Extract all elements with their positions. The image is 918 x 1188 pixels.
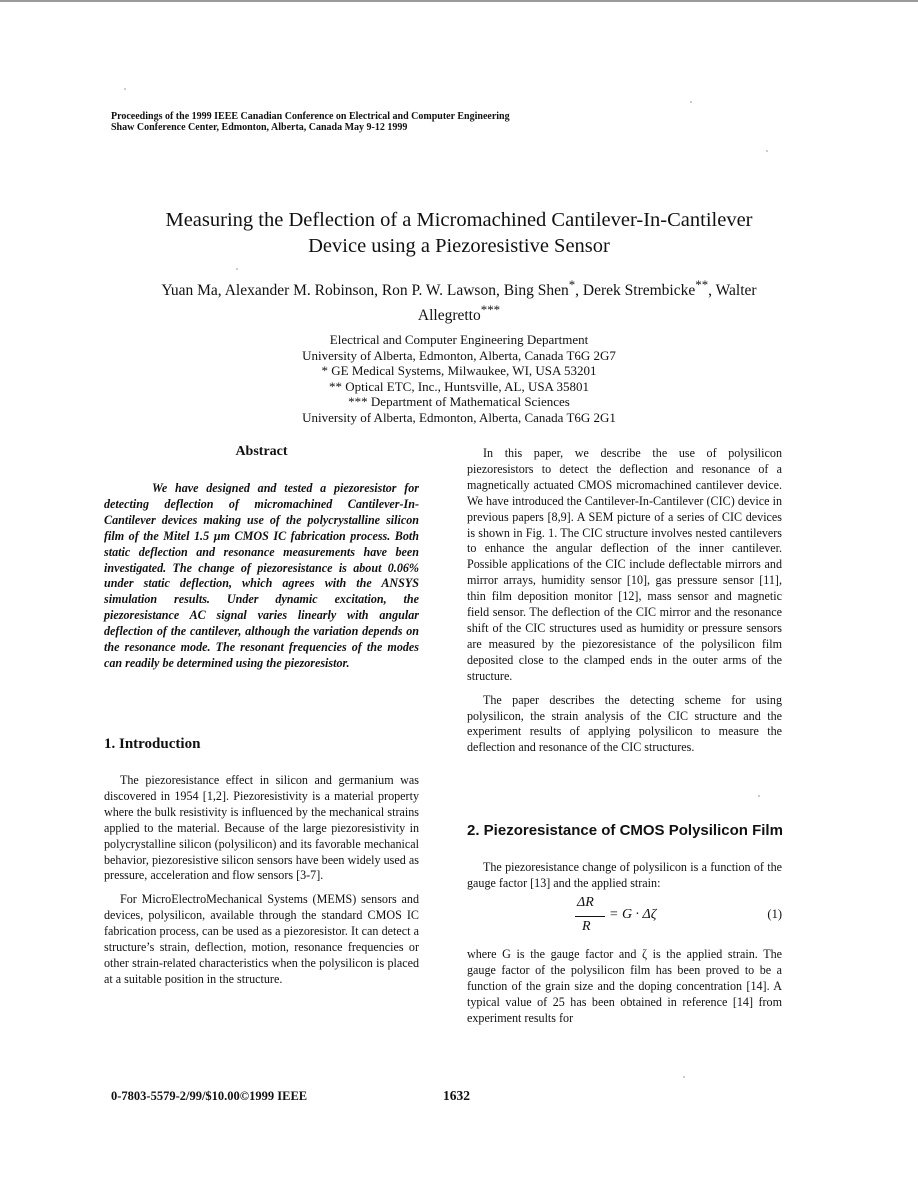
right-paragraph-1: In this paper, we describe the use of polysilicon piezoresistors to detect the deflection and resonance of a magnetically actuated CMOS micromachined cantilever device. We have introduced the Cantilever-In-Cantilever (CIC) device in previous papers [8,9]. A SEM picture of a series of CIC devices is shown in Fig. 1. The CIC structure involves nested cantilevers to enhance the angular deflection of the inner cantilever. Possible applications of the CIC include deflectable mirrors and mirror arrays, humidity sensor [10], gas pressure sensor [11], thin film deposition monitor [12], mass sensor and magnetic field sensor. The deflection of the CIC mirror and the resonance shift of the CIC structures used as humidity or pressure sensors are measured by the piezoresistance of the polysilicon film deposited close to the clamped ends in the outer arms of the structure. — [467, 446, 782, 683]
affiliation-line: ** Optical ETC, Inc., Huntsville, AL, USA 35801 — [329, 378, 589, 394]
affiliations — [160, 332, 758, 426]
abstract-heading: Abstract — [235, 444, 288, 459]
abstract-text: We have designed and tested a piezoresistor for detecting deflection of micromachined Cantilever-In-Cantilever devices making use of the polycrystalline silicon film of the Mitel 1.5 µm CMOS IC fabrication process. Both static deflection and resonance measurements have been investigated. The change of piezoresistance is about 0.06% under static deflection, which agrees with the ANSYS simulation results. Under dynamic excitation, the piezoresistance AC signal varies linearly with angular deflection of the cantilever, although the variation depends on the resonance mode. The resonant frequencies of the modes can readily be determined using the piezoresistor. — [104, 481, 419, 670]
author-mark-1: * — [568, 277, 576, 292]
affiliation-line: University of Alberta, Edmonton, Alberta, Canada T6G 2G1 — [302, 409, 616, 425]
equation-denominator: R — [582, 919, 591, 934]
paper-title — [40, 207, 878, 259]
equation-1 — [560, 895, 782, 939]
introduction-heading: 1. Introduction — [104, 736, 201, 752]
affiliation-line: University of Alberta, Edmonton, Alberta, Canada T6G 2G7 — [302, 347, 616, 363]
fraction-bar — [575, 916, 605, 917]
equation-numerator: ΔR — [577, 895, 594, 910]
authors-part-1: Yuan Ma, Alexander M. Robinson, Ron P. W. Lawson, Bing Shen — [161, 282, 569, 300]
affiliation-line: * GE Medical Systems, Milwaukee, WI, USA 53201 — [321, 363, 597, 379]
equation-rhs: = G · Δζ — [609, 907, 657, 922]
section-2-heading: 2. Piezoresistance of CMOS Polysilicon Film — [467, 822, 783, 839]
right-paragraph-2: The paper describes the detecting scheme for using polysilicon, the strain analysis of the CIC structure and the experiment results of applying polysilicon to measure the deflection and resonance of the CIC structures. — [467, 692, 782, 755]
authors-last-name: Allegretto — [417, 307, 481, 325]
scan-speck — [766, 150, 768, 152]
section-2-intro — [467, 860, 782, 892]
authors-part-2: , Derek Strembicke — [575, 282, 696, 300]
introduction-body — [104, 773, 419, 988]
scan-speck — [690, 101, 692, 103]
authors-line-1 — [60, 275, 858, 300]
proceedings-line-1: Proceedings of the 1999 IEEE Canadian Conference on Electrical and Computer Engineering — [111, 111, 510, 122]
author-mark-2: ** — [695, 277, 709, 292]
section-2-body — [467, 947, 782, 1027]
right-column-intro — [467, 446, 782, 756]
affiliation-line: *** Department of Mathematical Sciences — [348, 394, 570, 410]
introduction-paragraph-2: For MicroElectroMechanical Systems (MEMS) sensors and devices, polysilicon, available through the standard CMOS IC fabrication process, can be used as a piezoresistor. It can detect a structure’s strain, deflection, motion, resonance frequencies or other strain-related characteristics when the polysilicon is placed at a suitable position in the structure. — [104, 892, 419, 986]
copyright-footer: 0-7803-5579-2/99/$10.00©1999 IEEE — [111, 1089, 308, 1103]
authors-line-2 — [60, 300, 858, 325]
scan-top-edge — [0, 0, 918, 2]
scan-speck — [124, 88, 126, 90]
page-number: 1632 — [443, 1088, 470, 1103]
author-mark-3: *** — [480, 302, 501, 318]
proceedings-line-2: Shaw Conference Center, Edmonton, Alberta, Canada May 9-12 1999 — [111, 122, 408, 133]
proceedings-header — [111, 111, 510, 133]
scan-speck — [683, 1076, 685, 1078]
scan-speck — [758, 795, 760, 797]
abstract-body — [104, 481, 419, 672]
author-list — [60, 275, 858, 325]
right-paragraph-4: where G is the gauge factor and ζ is the applied strain. The gauge factor of the polysilicon film has been proved to be a function of the grain size and the doping concentration [14]. A typical value of 25 has been obtained in reference [14] from experiment results for — [467, 947, 782, 1025]
affiliation-line: Electrical and Computer Engineering Department — [329, 332, 589, 347]
introduction-paragraph-1: The piezoresistance effect in silicon and germanium was discovered in 1954 [1,2]. Piezoresistivity is a material property where the bulk resistivity is influenced by the mechanical strains applied to the material. Because of the large piezoresistivity in polycrystalline silicon (polysilicon) and its favorable mechanical behavior, piezoresistive silicon sensors have been widely used as pressure, acceleration and flow sensors [3-7]. — [104, 773, 419, 883]
title-line-1: Measuring the Deflection of a Micromachined Cantilever-In-Cantilever — [165, 209, 753, 231]
title-line-2: Device using a Piezoresistive Sensor — [308, 235, 610, 257]
authors-part-3: , Walter — [708, 282, 757, 300]
scan-speck — [236, 268, 238, 270]
equation-number: (1) — [767, 907, 782, 921]
right-paragraph-3: The piezoresistance change of polysilicon is a function of the gauge factor [13] and the applied strain: — [467, 860, 782, 890]
